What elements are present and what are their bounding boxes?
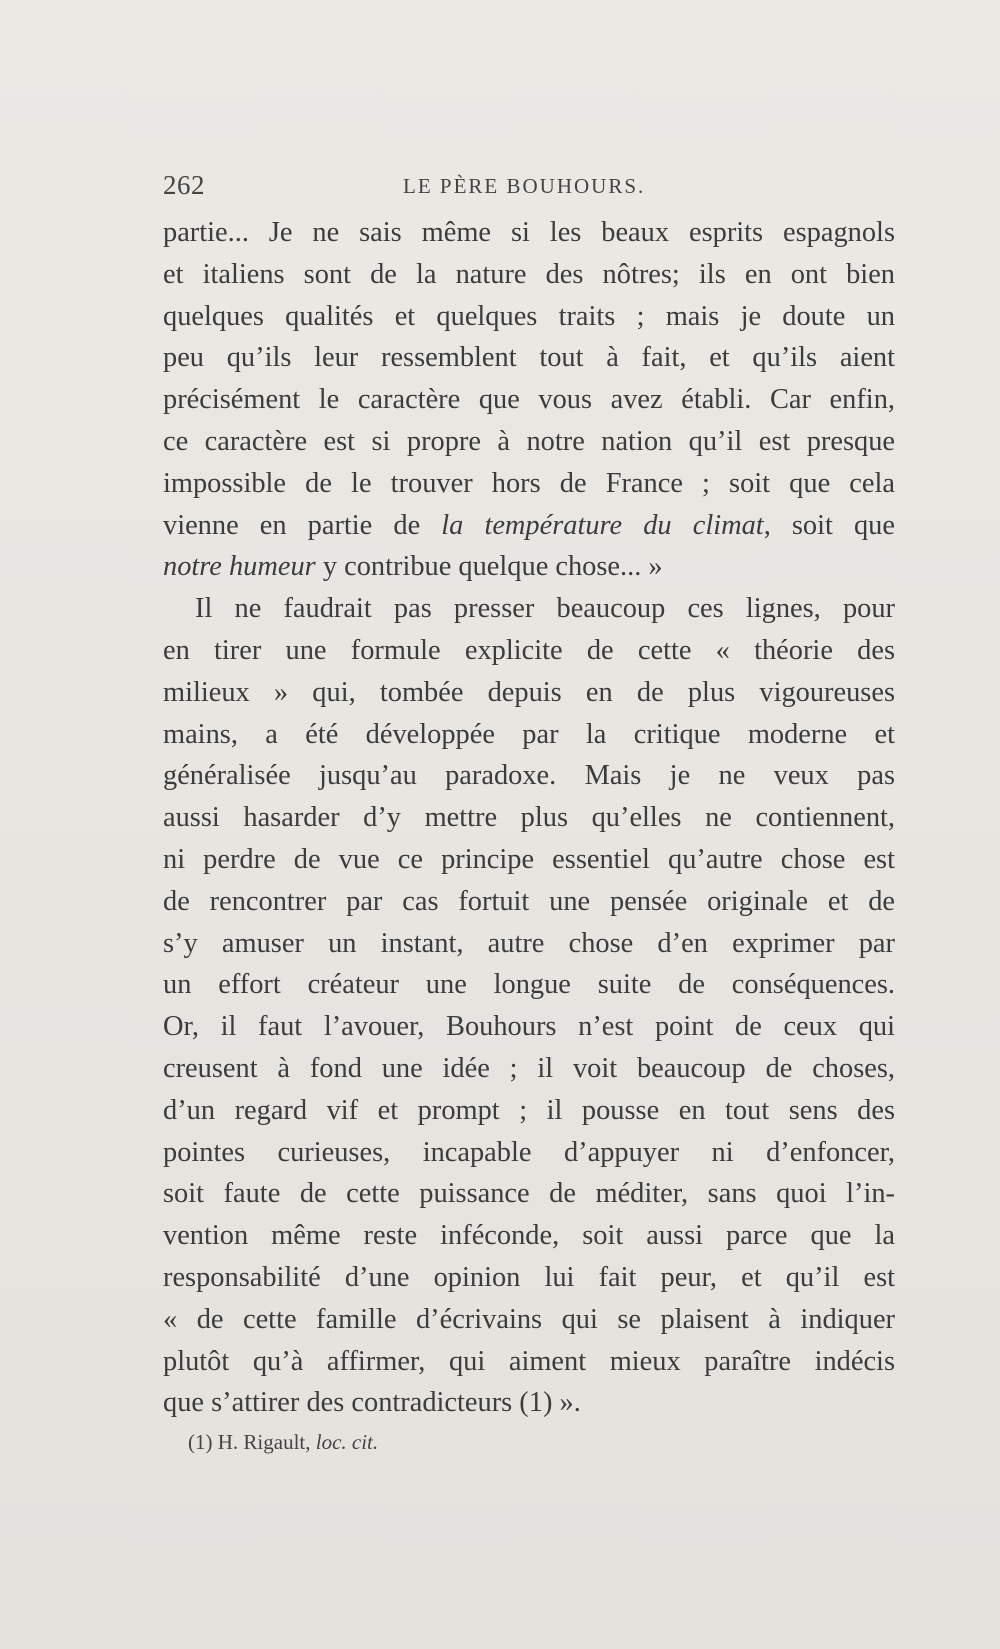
text-line: soit faute de cette puissance de méditer, sans quoi l’in- [163, 1178, 895, 1210]
text-line: que s’attirer des contradicteurs (1) ». [163, 1387, 581, 1419]
text-line: ni perdre de vue ce principe essentiel qu’autre chose est [163, 843, 895, 875]
text-line: pointes curieuses, incapable d’appuyer ni d’enfoncer, [163, 1136, 895, 1168]
text-line: vention même reste inféconde, soit aussi parce que la [163, 1220, 895, 1252]
text-line: impossible de le trouver hors de France ; soit que cela [163, 467, 895, 499]
text-line: précisément le caractère que vous avez établi. Car enfin, [163, 384, 895, 416]
text-line: milieux » qui, tombée depuis en de plus vigoureuses [163, 676, 895, 708]
footnote-text: (1) H. Rigault, [188, 1430, 316, 1454]
text-run: , soit que [763, 509, 895, 541]
italic-phrase: notre humeur [163, 551, 316, 583]
text-line: de rencontrer par cas fortuit une pensée originale et de [163, 885, 895, 917]
page-number: 262 [163, 170, 205, 200]
text-line: creusent à fond une idée ; il voit beaucoup de choses, [163, 1052, 895, 1084]
text-line [163, 546, 895, 588]
text-line: un effort créateur une longue suite de conséquences. [163, 969, 895, 1001]
text-line: aussi hasarder d’y mettre plus qu’elles ne contiennent, [163, 802, 895, 834]
text-line: plutôt qu’à affirmer, qui aiment mieux paraître indécis [163, 1345, 895, 1377]
text-line: responsabilité d’une opinion lui fait peur, et qu’il est [163, 1261, 895, 1293]
text-line: Or, il faut l’avouer, Bouhours n’est point de ceux qui [163, 1011, 895, 1043]
footnote [188, 1430, 378, 1455]
text-run: y contribue quelque chose... » [315, 551, 663, 583]
text-line: peu qu’ils leur ressemblent tout à fait, et qu’ils aient [163, 342, 895, 374]
text-line: en tirer une formule explicite de cette « théorie des [163, 634, 895, 666]
text-line: « de cette famille d’écrivains qui se plaisent à indiquer [163, 1303, 895, 1335]
running-title: LE PÈRE BOUHOURS. [403, 174, 646, 198]
page-header [163, 170, 663, 206]
text-line: quelques qualités et quelques traits ; mais je doute un [163, 300, 895, 332]
text-line: mains, a été développée par la critique moderne et [163, 718, 895, 750]
text-line: ce caractère est si propre à notre nation qu’il est presque [163, 425, 895, 457]
text-line: partie... Je ne sais même si les beaux esprits espagnols [163, 217, 895, 248]
text-line: s’y amuser un instant, autre chose d’en exprimer par [163, 927, 895, 959]
text-run: vienne en partie de [163, 509, 442, 541]
paragraph-first-line: Il ne faudrait pas presser beaucoup ces lignes, pour [195, 593, 895, 625]
text-line: généralisée jusqu’au paradoxe. Mais je ne veux pas [163, 760, 895, 792]
footnote-italic: loc. cit. [315, 1430, 379, 1454]
italic-phrase: la température du climat [441, 509, 764, 541]
text-line: d’un regard vif et prompt ; il pousse en tout sens des [163, 1094, 895, 1126]
body-text [163, 212, 895, 1424]
text-line [163, 505, 895, 547]
text-line: et italiens sont de la nature des nôtres; ils en ont bien [163, 258, 895, 290]
